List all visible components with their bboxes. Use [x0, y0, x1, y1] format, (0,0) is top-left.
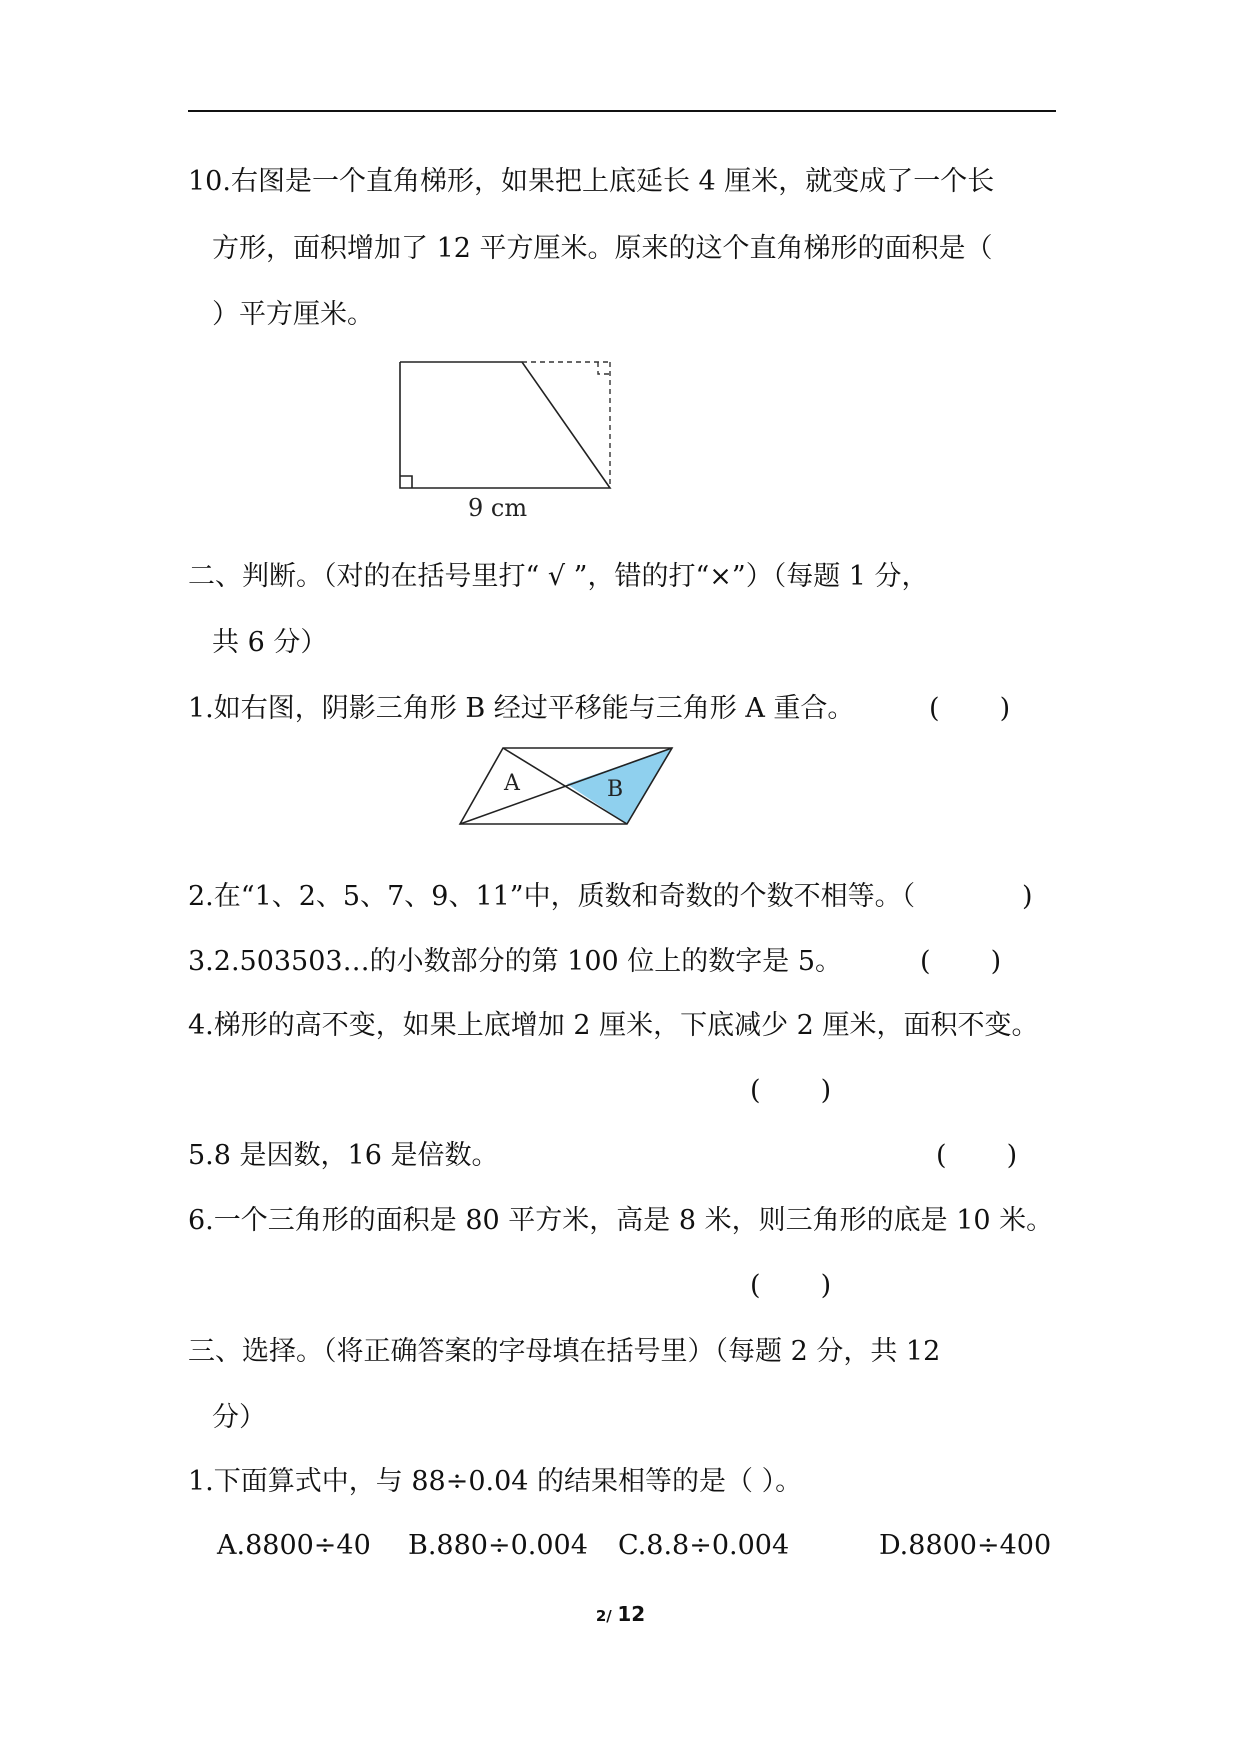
section2-heading-1: 二、判断。（对的在括号里打“ √ ”，错的打“×”）（每题 1 分， [188, 561, 929, 592]
section2-heading-2: 共 6 分） [212, 627, 328, 658]
choice-option-a[interactable]: A.8800÷40 [217, 1530, 371, 1561]
page-current: 2/ [595, 1607, 612, 1625]
judge-answer-4[interactable]: ( ) [750, 1075, 832, 1106]
label-a: A [504, 771, 520, 796]
section3-heading-1: 三、选择。（将正确答案的字母填在括号里）（每题 2 分，共 12 [188, 1336, 941, 1367]
judge-answer-6[interactable]: ( ) [750, 1270, 832, 1301]
judge-item-6: 6.一个三角形的面积是 80 平方米，高是 8 米，则三角形的底是 10 米。 [188, 1205, 1054, 1236]
trapezoid-figure [390, 352, 620, 527]
right-angle-mark-bottom [400, 476, 412, 488]
section3-heading-2: 分） [212, 1402, 266, 1433]
choice-option-d[interactable]: D.8800÷400 [879, 1530, 1052, 1561]
judge-answer-5[interactable]: ( ) [936, 1140, 1018, 1171]
judge-item-1: 1.如右图，阴影三角形 B 经过平移能与三角形 A 重合。 [188, 693, 855, 724]
judge-item-5: 5.8 是因数，16 是倍数。 [188, 1140, 499, 1171]
right-angle-mark-top [598, 362, 610, 374]
base-length-label: 9 cm [468, 494, 528, 522]
page-number [0, 1602, 1241, 1626]
judge-answer-2[interactable]: ) [1022, 881, 1033, 912]
judge-item-4: 4.梯形的高不变，如果上底增加 2 厘米，下底减少 2 厘米，面积不变。 [188, 1010, 1039, 1041]
q10-line-1: 10.右图是一个直角梯形，如果把上底延长 4 厘米，就变成了一个长 [188, 166, 995, 197]
judge-answer-1[interactable]: ( ) [929, 693, 1011, 724]
triangles-figure [455, 744, 685, 830]
judge-answer-3[interactable]: ( ) [920, 946, 1002, 977]
q10-line-3: ）平方厘米。 [212, 299, 374, 330]
judge-item-2: 2.在“1、2、5、7、9、11”中，质数和奇数的个数不相等。（ [188, 881, 916, 912]
choice-option-c[interactable]: C.8.8÷0.004 [618, 1530, 790, 1561]
judge-item-3: 3.2.503503…的小数部分的第 100 位上的数字是 5。 [188, 946, 843, 977]
q10-line-2: 方形，面积增加了 12 平方厘米。原来的这个直角梯形的面积是（ [212, 233, 993, 264]
header-rule [188, 110, 1056, 112]
label-b: B [607, 777, 624, 802]
page-total: 12 [617, 1602, 646, 1626]
choice-option-b[interactable]: B.880÷0.004 [408, 1530, 588, 1561]
choice-question-1: 1.下面算式中，与 88÷0.04 的结果相等的是（ ）。 [188, 1466, 803, 1497]
trapezoid-outline [400, 362, 610, 488]
